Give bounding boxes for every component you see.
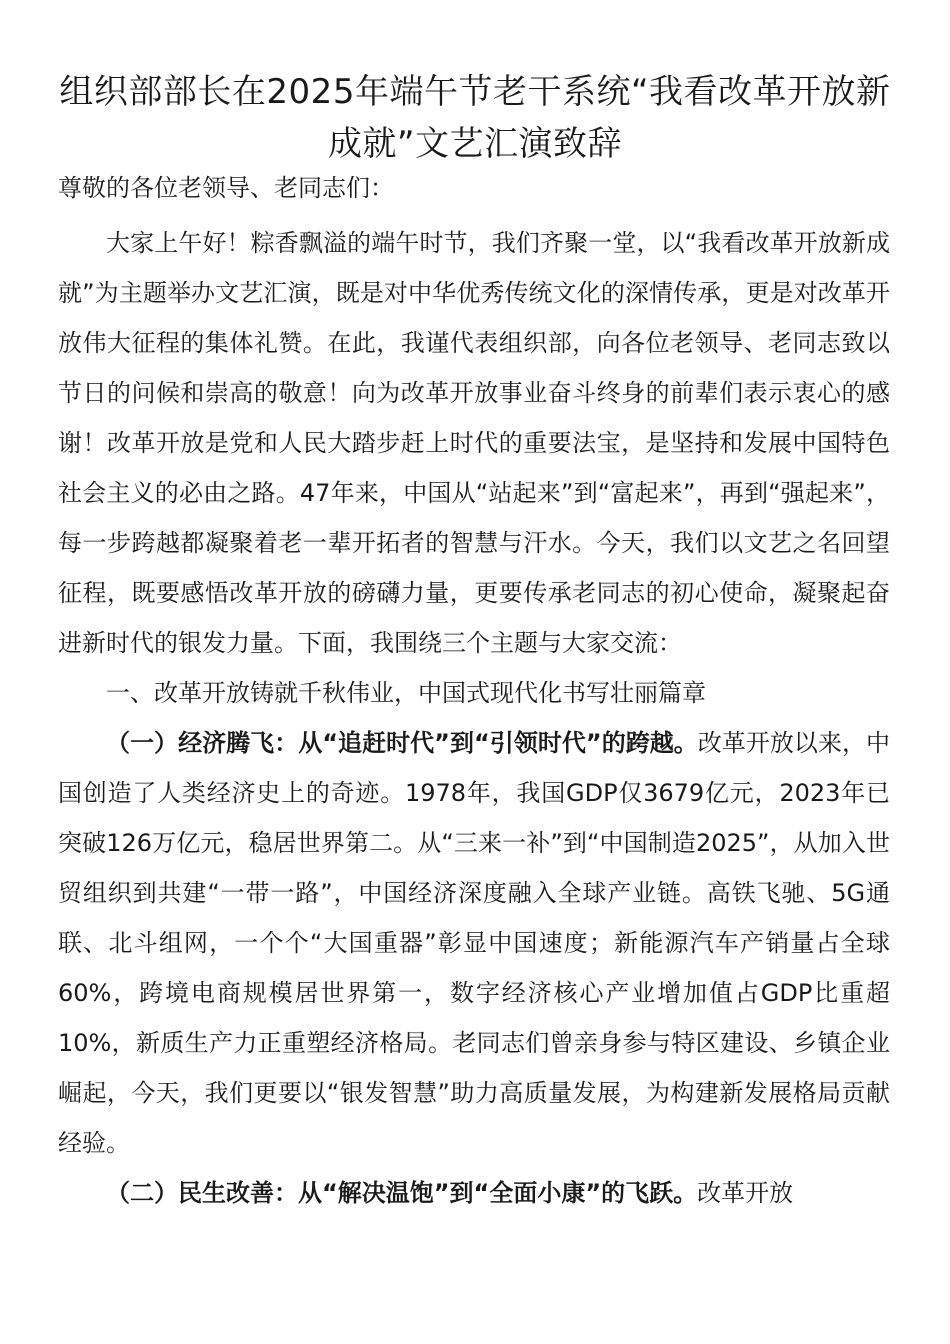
opening-paragraph: 大家上午好！粽香飘溢的端午时节，我们齐聚一堂，以“我看改革开放新成就”为主题举办文艺汇演，既是对中华优秀传统文化的深情传承，更是对改革开放伟大征程的集体礼赞。在此，我谨代表组织部，向各位老领导、老同志致以节日的问候和崇高的敬意！向为改革开放事业奋斗终身的前辈们表示衷心的感谢！改革开放是党和人民大踏步赶上时代的重要法宝，是坚持和发展中国特色社会主义的必由之路。47年来，中国从“站起来”到“富起来”，再到“强起来”，每一步跨越都凝聚着老一辈开拓者的智慧与汗水。今天，我们以文艺之名回望征程，既要感悟改革开放的磅礴力量，更要传承老同志的初心使命，凝聚起奋进新时代的银发力量。下面，我围绕三个主题与大家交流： <box>58 229 890 657</box>
salutation: 尊敬的各位老领导、老同志们： <box>58 174 394 202</box>
subsection-2-lead: （二）民生改善：从“解决温饱”到“全面小康”的飞跃。 <box>106 1179 698 1207</box>
subsection-1-lead: （一）经济腾飞：从“追赶时代”到“引领时代”的跨越。 <box>106 729 698 757</box>
subsection-1-text: 改革开放以来，中国创造了人类经济史上的奇迹。1978年，我国GDP仅3679亿元，2023年已突破126万亿元，稳居世界第二。从“三来一补”到“中国制造2025”，从加入世贸组织到共建“一带一路”，中国经济深度融入全球产业链。高铁飞驰、5G通联、北斗组网，一个个“大国重器”彰显中国速度；新能源汽车产销量占全球60%，跨境电商规模居世界第一，数字经济核心产业增加值占GDP比重超10%，新质生产力正重塑经济格局。老同志们曾亲身参与特区建设、乡镇企业崛起，今天，我们更要以“银发智慧”助力高质量发展，为构建新发展格局贡献经验。 <box>58 729 891 1157</box>
document-body <box>58 168 890 1218</box>
subsection-2-text: 改革开放 <box>697 1179 794 1207</box>
section-heading-1: 一、改革开放铸就千秋伟业，中国式现代化书写壮丽篇章 <box>106 679 706 707</box>
subsection-1-paragraph <box>58 718 890 1168</box>
subsection-2-paragraph <box>58 1168 890 1218</box>
document-title: 组织部部长在2025年端午节老干系统“我看改革开放新成就”文艺汇演致辞 <box>59 72 891 164</box>
